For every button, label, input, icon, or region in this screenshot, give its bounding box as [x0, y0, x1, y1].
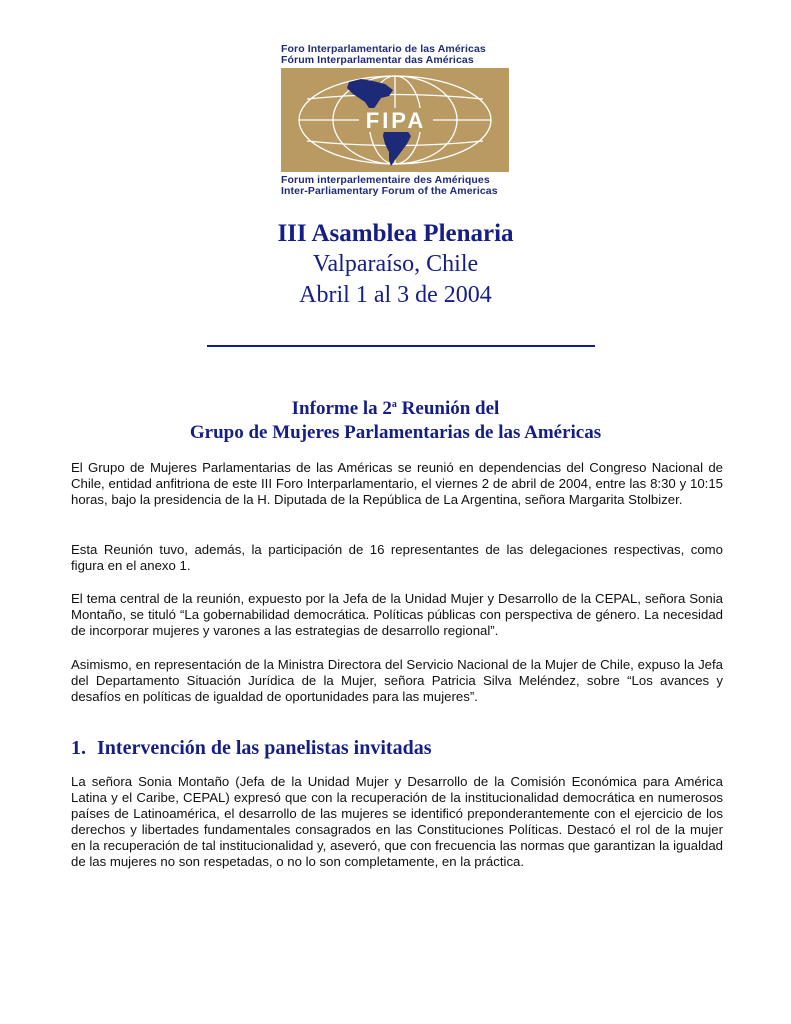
assembly-location: Valparaíso, Chile [312, 251, 479, 277]
logo-bottom-line-1: Forum interparlementaire des Amériques [281, 174, 490, 186]
logo-top-line-1: Foro Interparlamentario de las Américas [281, 43, 486, 55]
paragraph-meeting-details: El Grupo de Mujeres Parlamentarias de las Américas se reunió en dependencias del Congreso Nacional de Chile, entidad anfitriona de este III Foro Interparlamentario, el viernes 2 de abril de 2004, entre las 8:30 y 10:15 horas, bajo la presidencia de la H. Diputada de la República de La Argentina, señora Margarita Stolbizer. [71, 460, 723, 507]
paragraph-participation: Esta Reunión tuvo, además, la participación de 16 representantes de las delegaciones respectivas, como figura en el anexo 1. [71, 542, 723, 573]
section-heading [71, 737, 431, 760]
logo-top-line-2: Fórum Interparlamentar das Américas [281, 54, 474, 66]
report-heading-pre: Informe la 2 [291, 398, 392, 419]
section-title: Intervención de las panelistas invitadas [97, 737, 432, 759]
fipa-logo [281, 44, 513, 197]
title-divider [207, 345, 595, 347]
report-heading-line-1 [0, 398, 791, 420]
paragraph-montano-intervention: La señora Sonia Montaño (Jefa de la Unidad Mujer y Desarrollo de la Comisión Económica para América Latina y el Caribe, CEPAL) expresó que con la recuperación de la institucionalidad democrática en numerosos países de Latinoamérica, el desarrollo de las mujeres se identificó preponderantemente con el ejercicio de los derechos y libertades fundamentales consagrados en las Constituciones Políticas. Destacó el rol de la mujer en la recuperación de tal institucionalidad y, aseveró, que con frecuencia las normas que garantizan la igualdad de las mujeres no son respetadas, o no lo son completamente, en la práctica. [71, 774, 723, 869]
logo-wordmark: FIPA [365, 108, 427, 133]
section-number: 1. [71, 737, 86, 759]
assembly-dates: Abril 1 al 3 de 2004 [299, 282, 492, 308]
paragraph-sernam: Asimismo, en representación de la Ministra Directora del Servicio Nacional de la Mujer de Chile, expuso la Jefa del Departamento Situación Jurídica de la Mujer, señora Patricia Silva Meléndez, sobre “Los avances y desafíos en políticas de igualdad de oportunidades para las mujeres”. [71, 657, 723, 704]
globe-icon [281, 68, 509, 172]
report-heading-line-2: Grupo de Mujeres Parlamentarias de las Américas [189, 422, 602, 443]
report-heading-post: Reunión del [396, 398, 500, 419]
logo-emblem [281, 68, 509, 172]
assembly-title: III Asamblea Plenaria [277, 220, 514, 247]
paragraph-central-theme: El tema central de la reunión, expuesto por la Jefa de la Unidad Mujer y Desarrollo de la CEPAL, señora Sonia Montaño, se tituló “La gobernabilidad democrática. Políticas públicas con perspectiva de género. La necesidad de incorporar mujeres y varones a las estrategias de desarrollo regional”. [71, 591, 723, 638]
logo-bottom-line-2: Inter-Parliamentary Forum of the Americas [281, 185, 498, 197]
report-heading-superscript: a [391, 399, 397, 410]
